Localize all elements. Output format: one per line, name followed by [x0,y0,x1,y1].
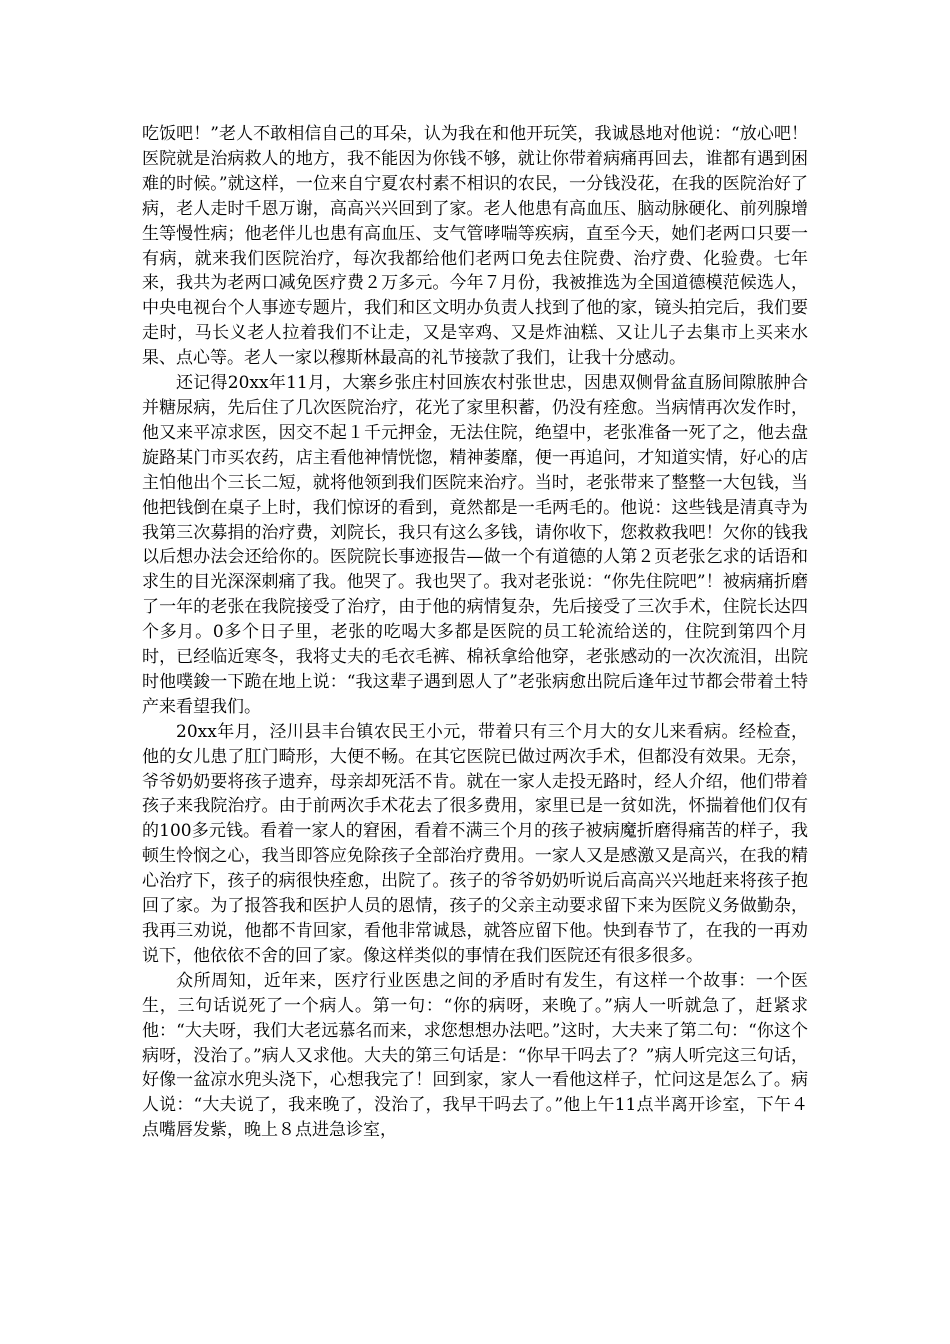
paragraph-1: 吃饭吧！”老人不敢相信自己的耳朵，认为我在和他开玩笑，我诚恳地对他说：“放心吧！医院就是治病救人的地方，我不能因为你钱不够，就让你带着病痛再回去，谁都有遇到困难的时候。”就这样，一位来自宁夏农村素不相识的农民，一分钱没花，在我的医院治好了病，老人走时千恩万谢，高高兴兴回到了家。老人他患有高血压、脑动脉硬化、前列腺增生等慢性病；他老伴儿也患有高血压、支气管哮喘等疾病，直至今天，她们老两口只要一有病，就来我们医院治疗，每次我都给他们老两口免去住院费、治疗费、化验费。七年来，我共为老两口减免医疗费２万多元。今年７月份，我被推选为全国道德模范候选人，中央电视台个人事迹专题片，我们和区文明办负责人找到了他的家，镜头拍完后，我们要走时，马长义老人拉着我们不让走，又是宰鸡、又是炸油糕、又让儿子去集市上买来水果、点心等。老人一家以穆斯林最高的礼节接款了我们，让我十分感动。 [142,124,808,369]
paragraph-4: 众所周知，近年来，医疗行业医患之间的矛盾时有发生，有这样一个故事：一个医生，三句话说死了一个病人。第一句：“你的病呀，来晚了。”病人一听就急了，赶紧求他：“大夫呀，我们大老远慕名而来，求您想想办法吧。”这时，大夫来了第二句：“你这个病呀，没治了。”病人又求他。大夫的第三句话是：“你早干吗去了？”病人听完这三句话，好像一盆凉水兜头浇下，心想我完了！回到家，家人一看他这样子，忙问这是怎么了。病人说：“大夫说了，我来晚了，没治了，我早干吗去了。”他上午11点半离开诊室，下午４点嘴唇发紫，晚上８点进急诊室， [142,970,808,1141]
document-body [142,122,808,1143]
paragraph-2: 还记得20xx年11月，大寨乡张庄村回族农村张世忠，因患双侧骨盆直肠间隙脓肿合并糖尿病，先后住了几次医院治疗，花光了家里积蓄，仍没有痊愈。当病情再次发作时，他又来平凉求医，因交不起１千元押金，无法住院，绝望中，老张准备一死了之，他去盘旋路某门市买农药，店主看他神情恍惚，精神萎靡，便一再追问，才知道实情，好心的店主怕他出个三长二短，就将他领到我们医院来治疗。当时，老张带来了整整一大包钱，当他把钱倒在桌子上时，我们惊讶的看到，竟然都是一毛两毛的。他说：这些钱是清真寺为我第三次募捐的治疗费，刘院长，我只有这么多钱，请你收下，您救救我吧！欠你的钱我以后想办法会还给你的。医院院长事迹报告—做一个有道德的人第２页老张乞求的话语和求生的目光深深刺痛了我。他哭了。我也哭了。我对老张说：“你先住院吧”！被病痛折磨了一年的老张在我院接受了治疗，由于他的病情复杂，先后接受了三次手术，住院长达四个多月。0多个日子里，老张的吃喝大多都是医院的员工轮流给送的，住院到第四个月时，已经临近寒冬，我将丈夫的毛衣毛裤、棉袄拿给他穿，老张感动的一次次流泪，出院时他噗鋑一下跪在地上说：“我这辈子遇到恩人了”老张病愈出院后逢年过节都会带着土特产来看望我们。 [142,373,808,717]
paragraph-3: 20xx年月，泾川县丰台镇农民王小元，带着只有三个月大的女儿来看病。经检查，他的女儿患了肛门畸形，大便不畅。在其它医院已做过两次手术，但都没有效果。无奈，爷爷奶奶要将孩子遗弃，母亲却死活不肯。就在一家人走投无路时，经人介绍，他们带着孩子来我院治疗。由于前两次手术花去了很多费用，家里已是一贫如洗，怀揣着他们仅有的100多元钱。看着一家人的窘困，看着不满三个月的孩子被病魔折磨得痛苦的样子，我顿生怜悯之心，我当即答应免除孩子全部治疗费用。一家人又是感激又是高兴，在我的精心治疗下，孩子的病很快痊愈，出院了。孩子的爷爷奶奶听说后高高兴兴地赶来将孩子抱回了家。为了报答我和医护人员的恩情，孩子的父亲主动要求留下来为医院义务做勤杂，我再三劝说，他都不肯回家，看他非常诚恳，就答应留下他。快到春节了，在我的一再劝说下，他依依不舍的回了家。像这样类似的事情在我们医院还有很多很多。 [142,721,808,966]
